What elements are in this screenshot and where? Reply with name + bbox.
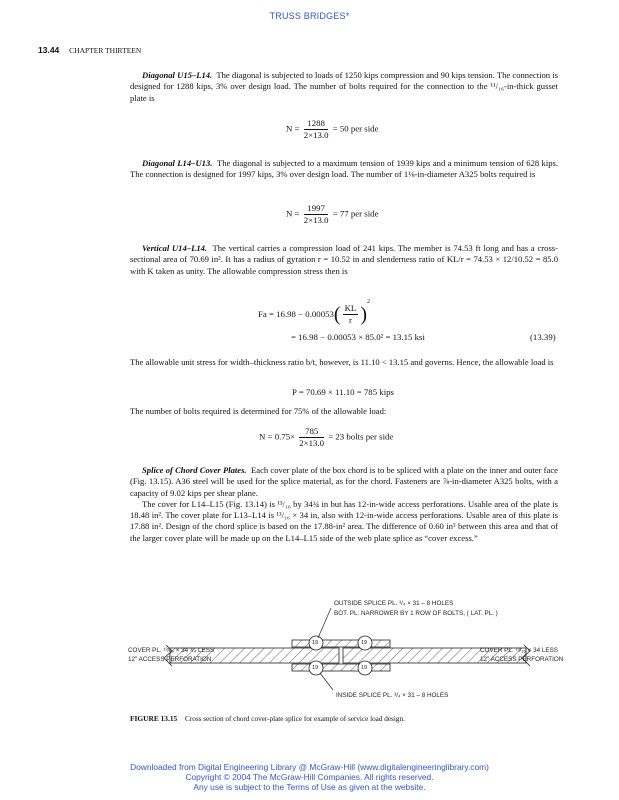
- heading-vertical: Vertical U14–L14.: [142, 243, 208, 253]
- eq-rhs: = 23 bolts per side: [328, 431, 394, 442]
- leader-line: [320, 673, 333, 690]
- eq-lhs: N = 0.75×: [259, 431, 296, 442]
- page-header-title: TRUSS BRIDGES*: [269, 11, 350, 21]
- para-diag-u15: [130, 70, 558, 104]
- text-splice-cover: The cover for L14–L15 (Fig. 13.14) is ¹³/₁₆ by 34¾ in but has 12-in-wide access perforations. Usable area of the plate is 18.48 in². The cover plate for L13–L14 is ¹³/₁₆ × 34 in, also with 12-in-wide access perforations. Usable area of this plate is 17.88 in². Design of the chord splice is based on the 17.88-in² area. The difference of 0.60 in² between this area and that of the larger cover plate will be made up on the L14–L15 side of the web plate splice as “cover excess.”: [130, 498, 558, 543]
- caption-number: FIGURE 13.15: [130, 714, 178, 723]
- bolt-label: 19: [361, 640, 368, 646]
- equation-p: P = 70.69 × 11.10 = 785 kips: [292, 387, 394, 397]
- label-left-cover-1: COVER PL. ¹³/₁₆ × 34 ³/₄ LESS: [128, 647, 215, 654]
- eq-rhs: = 77 per side: [332, 208, 379, 219]
- footer-download-link[interactable]: Downloaded from Digital Engineering Library @ McGraw-Hill (www.digitalengineeringlibrary.com): [130, 762, 489, 772]
- eq-rhs: = 50 per side: [332, 123, 379, 134]
- eq-numerator: 785: [299, 426, 324, 438]
- text-bolts-required: The number of bolts required is determined for 75% of the allowable load:: [130, 406, 387, 416]
- eq-fa-exponent: 2: [366, 299, 370, 305]
- eq-fa-num: KL: [344, 303, 357, 314]
- text-width-thickness: The allowable unit stress for width–thickness ratio b/t, however, is 11.10 < 13.15 and governs. Hence, the allowable load is: [130, 357, 554, 367]
- para-width-thickness: [130, 357, 558, 368]
- para-splice: [130, 465, 558, 544]
- text-splice: Each cover plate of the box chord is to be spliced with a plate on the inner and outer face (Fig. 13.15). A36 steel will be used for the splice material, as for the chord. Fasteners are ⅞-in-diameter A325 bolts, with a capacity of 9.02 kips per shear plane.: [130, 465, 558, 498]
- bolt-label: 19: [312, 640, 319, 646]
- eq-denominator: 2×13.0: [303, 215, 329, 225]
- eq-numerator: 1997: [304, 203, 329, 215]
- label-inside-splice: INSIDE SPLICE PL. ³/₄ × 31 – 8 HOLES: [336, 692, 449, 699]
- equation-n-l14: [286, 203, 378, 226]
- label-outside-splice: OUTSIDE SPLICE PL. ³/₄ × 31 – 8 HOLES: [334, 600, 454, 607]
- heading-diag-l14: Diagonal L14–U13.: [142, 158, 213, 168]
- eq-denominator: 2×13.0: [303, 130, 329, 140]
- equation-fa-result: = 16.98 − 0.00053 × 85.0² = 13.15 ksi: [291, 332, 425, 342]
- label-right-cover-2: 12" ACCESS PERFORATION: [480, 656, 564, 663]
- eq-fa-lhs: Fa = 16.98 − 0.00053: [258, 309, 334, 319]
- text-diag-l14: The diagonal is subjected to a maximum tension of 1939 kips and a minimum tension of 628 kips. The connection is designed for 1997 kips, 3% over design load. The number of 1⅛-in-diameter A325 bolts required is: [130, 158, 558, 180]
- heading-diag-u15: Diagonal U15–L14.: [142, 70, 213, 80]
- para-vertical: [130, 243, 558, 277]
- footer-terms-link[interactable]: Any use is subject to the Terms of Use as given at the website.: [193, 782, 426, 792]
- eq-numerator: 1288: [304, 118, 329, 130]
- outside-splice-plate: [292, 640, 390, 647]
- inside-splice-plate: [292, 664, 390, 671]
- leader-line: [318, 608, 331, 638]
- bolt-label: 19: [312, 665, 319, 671]
- para-diag-l14: [130, 158, 558, 181]
- footer-copyright: Copyright © 2004 The McGraw-Hill Companies. All rights reserved.: [185, 772, 434, 782]
- eq-fa-den: r: [348, 315, 352, 326]
- page-number: 13.44: [38, 45, 60, 55]
- eq-lhs: N =: [286, 208, 300, 219]
- caption-text: Cross section of chord cover-plate splice for example of service load design.: [185, 715, 405, 723]
- text-diag-u15: The diagonal is subjected to loads of 1250 kips compression and 90 kips tension. The connection is designed for 1288 kips, 3% over design load. The number of bolts required for the connection to the ¹¹/₁₆-in-thick gusset plate is: [130, 70, 558, 103]
- chapter-label: CHAPTER THIRTEEN: [69, 46, 142, 55]
- equation-n-vertical: [259, 426, 393, 449]
- figure-caption: [130, 714, 405, 723]
- equation-n-u15: [286, 118, 378, 141]
- bolt-label: 19: [361, 665, 368, 671]
- eq-lhs: N =: [286, 123, 300, 134]
- figure-13-15: [126, 598, 566, 710]
- running-head: [38, 45, 141, 55]
- eq-denominator: 2×13.0: [299, 438, 325, 448]
- heading-splice: Splice of Chord Cover Plates.: [142, 465, 247, 475]
- para-bolts-required: [130, 406, 558, 417]
- equation-number: (13.39): [530, 332, 556, 342]
- label-bot-plate: BOT. PL. NARROWER BY 1 ROW OF BOLTS, ( LAT. PL. ): [334, 610, 498, 617]
- text-vertical: The vertical carries a compression load of 241 kips. The member is 74.53 ft long and has a cross-sectional area of 70.69 in². It has a radius of gyration r = 10.52 in and slenderness ratio of KL/r = 74.53 × 12/10.52 = 85.0 with K taken as unity. The allowable compression stress then is: [130, 243, 558, 276]
- label-right-cover-1: COVER PL. ¹³/₁₆ × 34 LESS: [480, 647, 558, 654]
- label-left-cover-2: 12" ACCESS PERFORATION: [128, 656, 212, 663]
- equation-fa: Fa = 16.98 − 0.00053( $\frac{KL}{r}$ )$^2$: [258, 299, 370, 326]
